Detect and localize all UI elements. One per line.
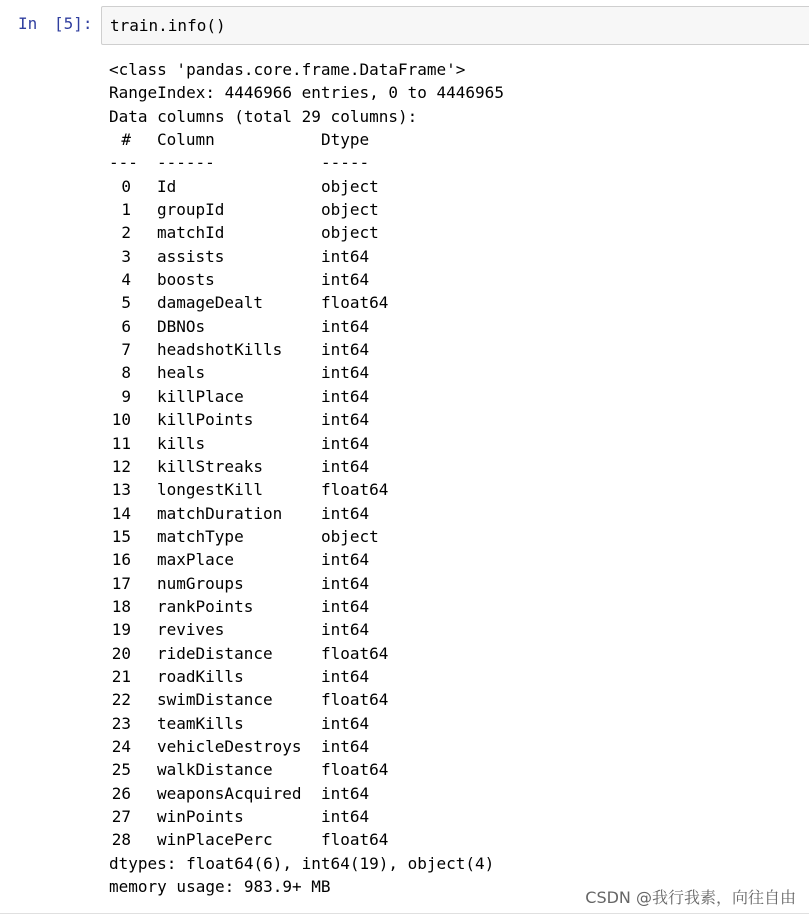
row-idx: 15 — [111, 526, 131, 546]
row-column: killPoints — [157, 410, 254, 430]
row-dtype: int64 — [321, 410, 370, 430]
row-idx: 7 — [121, 340, 131, 360]
code-input-cell[interactable] — [101, 6, 809, 45]
row-column: Id — [157, 176, 177, 196]
output-class-line: <class 'pandas.core.frame.DataFrame'> — [109, 60, 466, 79]
row-dtype: int64 — [321, 596, 370, 616]
row-dtype: int64 — [321, 386, 370, 406]
info-table-row — [109, 572, 504, 595]
row-dtype: float64 — [321, 760, 389, 780]
info-table-row — [109, 315, 504, 338]
row-dtype: object — [321, 200, 379, 220]
row-idx: 2 — [121, 223, 131, 243]
row-column: revives — [157, 620, 225, 640]
row-idx: 22 — [111, 690, 131, 710]
row-idx: 20 — [111, 643, 131, 663]
row-column: DBNOs — [157, 316, 206, 336]
row-idx: 25 — [111, 760, 131, 780]
row-column: assists — [157, 246, 225, 266]
info-table-row — [109, 548, 504, 571]
row-idx: 23 — [111, 713, 131, 733]
row-idx: 19 — [111, 620, 131, 640]
row-dtype: int64 — [321, 456, 370, 476]
row-column: killPlace — [157, 386, 244, 406]
output-area — [109, 58, 504, 898]
row-idx: 4 — [121, 270, 131, 290]
row-column: heals — [157, 363, 206, 383]
row-idx: 18 — [111, 596, 131, 616]
info-table-row — [109, 642, 504, 665]
info-table-row — [109, 221, 504, 244]
row-column: matchType — [157, 526, 244, 546]
row-dtype: float64 — [321, 480, 389, 500]
row-idx: 16 — [111, 550, 131, 570]
header-idx: # — [121, 130, 131, 150]
info-table-row — [109, 758, 504, 781]
watermark: CSDN @我行我素，向往自由 — [585, 888, 796, 907]
info-table-row — [109, 432, 504, 455]
row-idx: 14 — [111, 503, 131, 523]
row-dtype: object — [321, 223, 379, 243]
info-table-row — [109, 268, 504, 291]
header-dtype: Dtype — [321, 130, 370, 150]
row-idx: 28 — [111, 830, 131, 850]
row-idx: 11 — [111, 433, 131, 453]
row-idx: 13 — [111, 480, 131, 500]
row-dtype: object — [321, 526, 379, 546]
row-idx: 1 — [121, 200, 131, 220]
separator-column: ------ — [157, 153, 215, 173]
row-column: matchDuration — [157, 503, 283, 523]
info-table-separator — [109, 151, 504, 174]
info-table-row — [109, 361, 504, 384]
info-table-row — [109, 805, 504, 828]
info-table-row — [109, 291, 504, 314]
row-column: vehicleDestroys — [157, 736, 302, 756]
info-table-row — [109, 175, 504, 198]
info-table-row — [109, 595, 504, 618]
row-dtype: float64 — [321, 643, 389, 663]
row-column: numGroups — [157, 573, 244, 593]
row-dtype: int64 — [321, 246, 370, 266]
output-memory-line: memory usage: 983.9+ MB — [109, 877, 331, 897]
prompt-in-label: In — [18, 14, 38, 33]
row-dtype: float64 — [321, 293, 389, 313]
row-idx: 5 — [121, 293, 131, 313]
row-dtype: float64 — [321, 830, 389, 850]
row-dtype: int64 — [321, 550, 370, 570]
info-table-row — [109, 455, 504, 478]
row-idx: 6 — [121, 316, 131, 336]
info-table-row — [109, 408, 504, 431]
info-table-row — [109, 688, 504, 711]
info-table-row — [109, 665, 504, 688]
row-column: winPlacePerc — [157, 830, 273, 850]
row-dtype: int64 — [321, 713, 370, 733]
output-data-columns: Data columns (total 29 columns): — [109, 106, 418, 126]
row-idx: 27 — [111, 807, 131, 826]
row-column: kills — [157, 433, 206, 453]
row-column: teamKills — [157, 713, 244, 733]
row-column: roadKills — [157, 666, 244, 686]
row-dtype: int64 — [321, 573, 370, 593]
separator-dtype: ----- — [321, 153, 370, 173]
row-column: rankPoints — [157, 596, 254, 616]
info-table-row — [109, 502, 504, 525]
info-table-row — [109, 712, 504, 735]
info-table-row — [109, 782, 504, 805]
row-idx: 0 — [121, 176, 131, 196]
prompt-exec-count: [5]: — [54, 14, 93, 33]
info-table-row — [109, 478, 504, 501]
row-idx: 26 — [111, 783, 131, 803]
row-column: maxPlace — [157, 550, 235, 570]
row-idx: 17 — [111, 573, 131, 593]
separator-idx: --- — [109, 153, 138, 173]
row-idx: 21 — [111, 666, 131, 686]
row-dtype: int64 — [321, 503, 370, 523]
row-column: longestKill — [157, 480, 263, 500]
row-dtype: float64 — [321, 690, 389, 710]
row-column: damageDealt — [157, 293, 263, 313]
row-column: walkDistance — [157, 760, 273, 780]
info-table-row — [109, 525, 504, 548]
code-text[interactable]: train.info() — [110, 16, 226, 35]
row-column: swimDistance — [157, 690, 273, 710]
input-prompt — [0, 9, 97, 39]
output-dtypes-line: dtypes: float64(6), int64(19), object(4) — [109, 853, 495, 873]
row-dtype: int64 — [321, 433, 370, 453]
row-dtype: int64 — [321, 340, 370, 360]
row-dtype: int64 — [321, 666, 370, 686]
info-table-row — [109, 618, 504, 641]
info-table-rows — [109, 175, 504, 852]
row-idx: 12 — [111, 456, 131, 476]
info-table-row — [109, 198, 504, 221]
row-column: groupId — [157, 200, 225, 220]
row-dtype: int64 — [321, 270, 370, 290]
row-idx: 24 — [111, 736, 131, 756]
row-column: winPoints — [157, 807, 244, 826]
output-range-index: RangeIndex: 4446966 entries, 0 to 4446965 — [109, 83, 504, 103]
header-column: Column — [157, 130, 215, 150]
cell-bottom-divider — [0, 913, 809, 914]
row-column: rideDistance — [157, 643, 273, 663]
row-dtype: int64 — [321, 736, 370, 756]
row-dtype: int64 — [321, 620, 370, 640]
row-idx: 9 — [121, 386, 131, 406]
row-dtype: int64 — [321, 807, 370, 826]
row-dtype: int64 — [321, 783, 370, 803]
row-column: matchId — [157, 223, 225, 243]
row-dtype: int64 — [321, 316, 370, 336]
row-column: headshotKills — [157, 340, 283, 360]
info-table-row — [109, 338, 504, 361]
info-table-row — [109, 385, 504, 408]
info-table-header — [109, 128, 504, 151]
row-column: boosts — [157, 270, 215, 290]
row-column: killStreaks — [157, 456, 263, 476]
row-dtype: object — [321, 176, 379, 196]
row-dtype: int64 — [321, 363, 370, 383]
row-column: weaponsAcquired — [157, 783, 302, 803]
row-idx: 3 — [121, 246, 131, 266]
row-idx: 10 — [111, 410, 131, 430]
row-idx: 8 — [121, 363, 131, 383]
info-table-row — [109, 245, 504, 268]
info-table-row — [109, 735, 504, 758]
info-table-row — [109, 828, 504, 851]
